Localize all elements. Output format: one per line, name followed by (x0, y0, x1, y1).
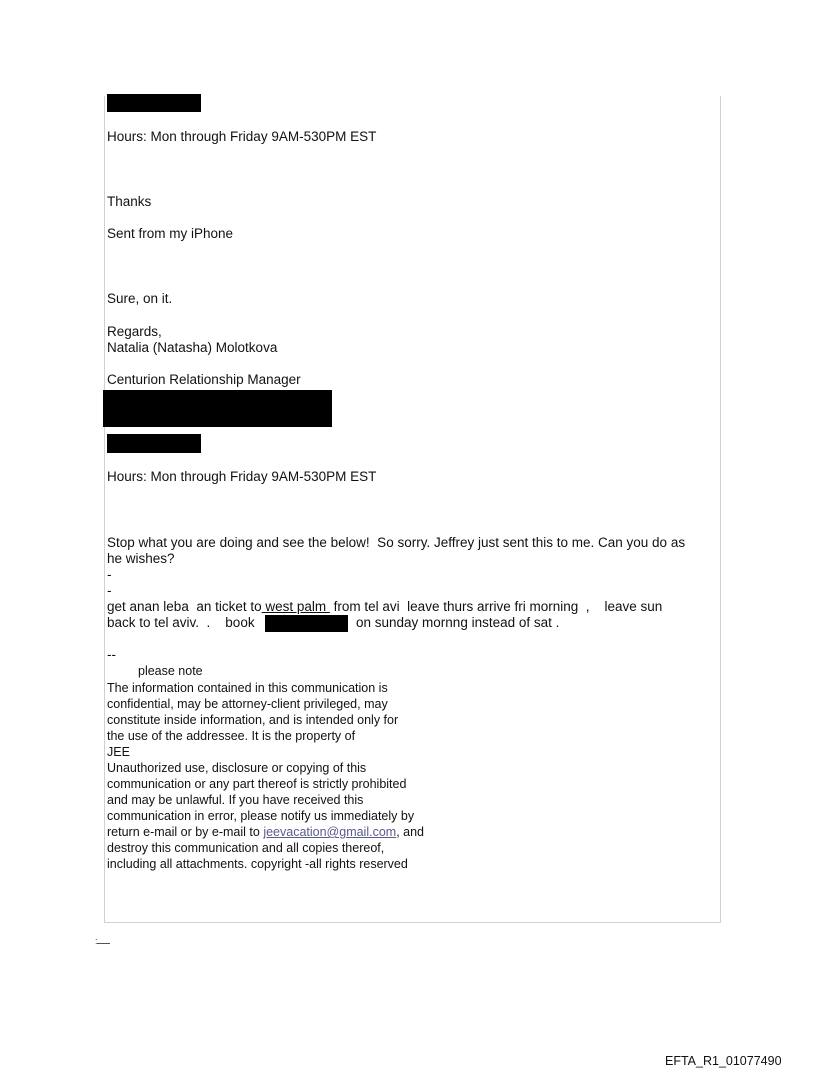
please-note-text: please note (138, 664, 203, 678)
ticket-line (107, 599, 662, 615)
back-line: on sunday mornng instead of sat . (356, 615, 560, 630)
reply-text: Sure, on it. (107, 291, 173, 306)
disclaimer-text: return e-mail or by e-mail to (107, 825, 264, 839)
dash-line: - (107, 567, 112, 582)
page-marker: : (95, 936, 98, 946)
marker-line (97, 943, 110, 944)
disclaimer-line: Unauthorized use, disclosure or copying of this (107, 761, 367, 775)
ticket-text: get anan leba an ticket to (107, 599, 262, 614)
redaction-block (265, 615, 348, 632)
request-text: he wishes? (107, 551, 175, 566)
redaction-block (107, 434, 201, 453)
disclaimer-line: JEE (107, 745, 130, 759)
redaction-block (103, 390, 332, 427)
disclaimer-line: confidential, may be attorney-client privileged, may (107, 697, 388, 711)
dash-line: - (107, 583, 112, 598)
disclaimer-line: the use of the addressee. It is the property of (107, 729, 356, 743)
disclaimer-line: The information contained in this communication is (107, 681, 388, 695)
redaction-block (107, 94, 201, 112)
email-link[interactable]: jeevacation@gmail.com (263, 825, 397, 839)
disclaimer-line: destroy this communication and all copies thereof, (107, 841, 385, 855)
disclaimer-text: , and (396, 825, 425, 839)
disclaimer-line: and may be unlawful. If you have received this (107, 793, 364, 807)
hours-text: Hours: Mon through Friday 9AM-530PM EST (107, 469, 377, 484)
disclaimer-line (107, 824, 424, 840)
document-id: EFTA_R1_01077490 (665, 1054, 782, 1068)
sender-name: Natalia (Natasha) Molotkova (107, 340, 278, 355)
hours-text: Hours: Mon through Friday 9AM-530PM EST (107, 129, 377, 144)
sender-title: Centurion Relationship Manager (107, 372, 301, 387)
disclaimer-line: communication or any part thereof is strictly prohibited (107, 777, 407, 791)
disclaimer-line: constitute inside information, and is intended only for (107, 713, 399, 727)
regards-text: Regards, (107, 324, 162, 339)
request-text: Stop what you are doing and see the below! So sorry. Jeffrey just sent this to me. Can you do as (107, 535, 686, 550)
destination-text: west palm (261, 599, 330, 614)
back-line: back to tel aviv. . book (107, 615, 255, 630)
signature-dashes: -- (107, 647, 116, 662)
ticket-text: from tel avi leave thurs arrive fri morning , leave sun (329, 599, 663, 614)
disclaimer-line: communication in error, please notify us immediately by (107, 809, 415, 823)
sent-from-text: Sent from my iPhone (107, 226, 234, 241)
thanks-text: Thanks (107, 194, 152, 209)
disclaimer-line: including all attachments. copyright -all rights reserved (107, 857, 408, 871)
